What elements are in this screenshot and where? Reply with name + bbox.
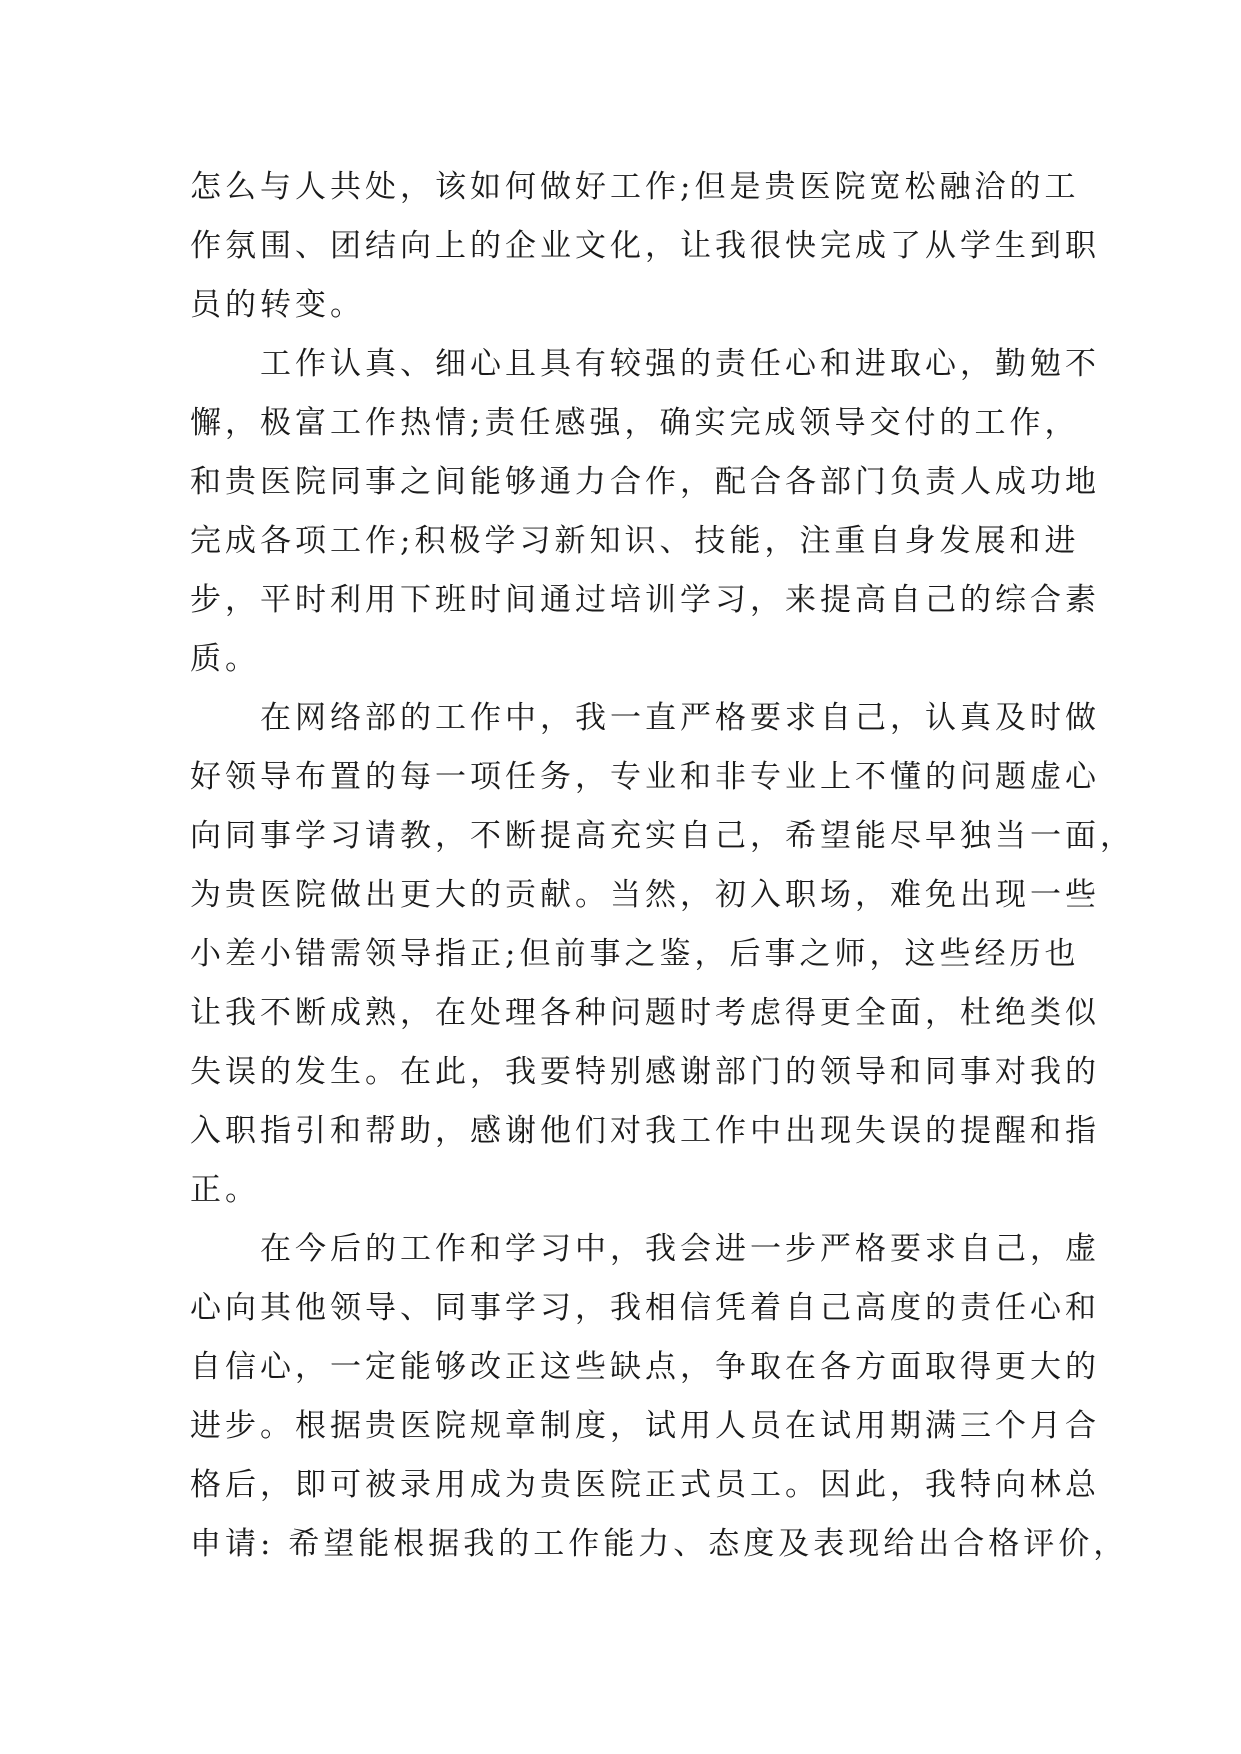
paragraph-3-line-2: 好领导布置的每一项任务，专业和非专业上不懂的问题虚心 — [190, 759, 1100, 795]
paragraph-2-line-1: 工作认真、细心且具有较强的责任心和进取心，勤勉不 — [190, 346, 1100, 382]
paragraph-3-line-3: 向同事学习请教，不断提高充实自己，希望能尽早独当一面， — [190, 818, 1135, 854]
paragraph-2-line-3: 和贵医院同事之间能够通力合作，配合各部门负责人成功地 — [190, 464, 1100, 500]
paragraph-4-line-1: 在今后的工作和学习中，我会进一步严格要求自己，虚 — [190, 1231, 1100, 1267]
paragraph-2-line-4: 完成各项工作;积极学习新知识、技能，注重自身发展和进 — [190, 523, 1080, 559]
document-body — [190, 158, 1135, 1574]
paragraph-2-line-2: 懈，极富工作热情;责任感强，确实完成领导交付的工作， — [190, 405, 1080, 441]
paragraph-4-line-3: 自信心，一定能够改正这些缺点，争取在各方面取得更大的 — [190, 1349, 1100, 1385]
paragraph-4-line-5: 格后，即可被录用成为贵医院正式员工。因此，我特向林总 — [190, 1467, 1100, 1503]
paragraph-4-line-4: 进步。根据贵医院规章制度，试用人员在试用期满三个月合 — [190, 1408, 1100, 1444]
paragraph-3-line-5: 小差小错需领导指正;但前事之鉴，后事之师，这些经历也 — [190, 936, 1080, 972]
paragraph-1-line-1: 怎么与人共处，该如何做好工作;但是贵医院宽松融洽的工 — [190, 169, 1080, 205]
paragraph-1-line-2: 作氛围、团结向上的企业文化，让我很快完成了从学生到职 — [190, 228, 1100, 264]
paragraph-3-line-8: 入职指引和帮助，感谢他们对我工作中出现失误的提醒和指 — [190, 1113, 1100, 1149]
paragraph-4-line-6: 申请: 希望能根据我的工作能力、态度及表现给出合格评价， — [190, 1526, 1129, 1562]
paragraph-2-line-6: 质。 — [190, 641, 260, 677]
paragraph-3-line-7: 失误的发生。在此，我要特别感谢部门的领导和同事对我的 — [190, 1054, 1100, 1090]
paragraph-1-line-3: 员的转变。 — [190, 287, 365, 323]
paragraph-3-line-9: 正。 — [190, 1172, 260, 1208]
paragraph-3-line-6: 让我不断成熟，在处理各种问题时考虑得更全面，杜绝类似 — [190, 995, 1100, 1031]
paragraph-3-line-1: 在网络部的工作中，我一直严格要求自己，认真及时做 — [190, 700, 1100, 736]
paragraph-2-line-5: 步，平时利用下班时间通过培训学习，来提高自己的综合素 — [190, 582, 1100, 618]
paragraph-4-line-2: 心向其他领导、同事学习，我相信凭着自己高度的责任心和 — [190, 1290, 1100, 1326]
paragraph-3-line-4: 为贵医院做出更大的贡献。当然，初入职场，难免出现一些 — [190, 877, 1100, 913]
